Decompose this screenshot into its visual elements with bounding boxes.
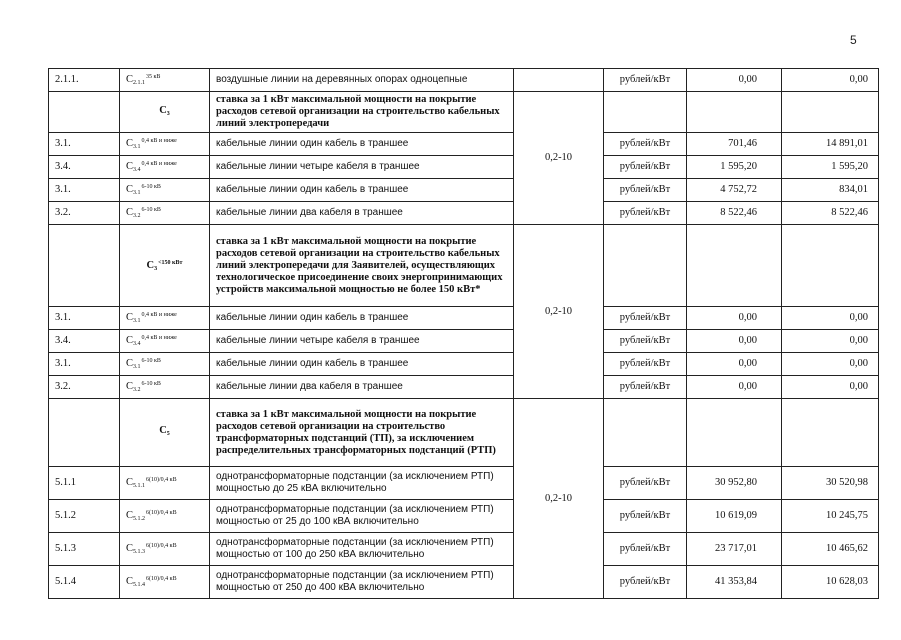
table-row [49,202,879,225]
rate-code-superscript: <150 кВт [158,259,183,266]
rate-code-superscript: 6-10 кВ [141,184,161,190]
rate-code [120,467,210,500]
row-number-empty [49,225,120,307]
section-description: ставка за 1 кВт максимальной мощности на покрытие расходов сетевой организации на строительство трансформаторных подстанций (ТП), за исключением распределительных трансформаторных подстанций (РТП) [210,399,514,467]
rate-code [120,376,210,399]
rate-value-2: 0,00 [782,330,879,353]
rate-value-1: 0,00 [687,376,782,399]
unit-label: рублей/кВт [604,156,687,179]
rate-value-2: 0,00 [782,376,879,399]
rate-code [120,202,210,225]
rate-code-subscript: 5 [166,431,170,437]
unit-label: рублей/кВт [604,533,687,566]
value-empty [687,225,782,307]
rate-code-superscript: 6-10 кВ [141,207,161,213]
unit-label: рублей/кВт [604,133,687,156]
value-empty [782,92,879,133]
unit-empty [604,92,687,133]
row-description: кабельные линии один кабель в траншее [210,179,514,202]
table-row [49,156,879,179]
rate-code-letter: С [126,510,134,521]
rate-value-2: 10 465,62 [782,533,879,566]
rate-code-subscript: 3.4 [133,341,141,347]
rate-value-1: 8 522,46 [687,202,782,225]
row-description: кабельные линии один кабель в траншее [210,353,514,376]
rate-value-1: 23 717,01 [687,533,782,566]
rate-code-subscript: 5.1.1 [133,483,146,489]
rate-code-letter: С [126,381,134,392]
row-description: кабельные линии два кабеля в траншее [210,376,514,399]
rate-code-subscript: 3.4 [133,167,141,173]
rate-code-subscript: 3.2 [133,387,141,393]
section-header-row [49,225,879,307]
rate-code-subscript: 3 [154,265,158,272]
rate-code-superscript: 0,4 кВ и ниже [141,335,177,341]
rate-code-subscript: 5.1.3 [133,549,146,555]
rate-code-letter: С [126,477,134,488]
table-row [49,69,879,92]
row-number: 3.4. [49,156,120,179]
rate-code-letter: С [159,104,167,116]
rate-value-2: 8 522,46 [782,202,879,225]
row-number-empty [49,399,120,467]
rate-code-letter: С [146,259,155,271]
row-number: 5.1.4 [49,566,120,599]
value-empty [687,399,782,467]
voltage-range: 0,2-10 [514,225,604,399]
rate-code-superscript: 6-10 кВ [141,358,161,364]
value-empty [782,225,879,307]
row-description: однотрансформаторные подстанции (за исключением РТП) мощностью от 25 до 100 кВА включительно [210,500,514,533]
unit-label: рублей/кВт [604,566,687,599]
row-number: 3.1. [49,307,120,330]
unit-label: рублей/кВт [604,307,687,330]
rate-code-subscript: 5.1.4 [133,582,146,588]
rate-code-subscript: 5.1.2 [133,516,146,522]
rate-value-1: 0,00 [687,353,782,376]
rate-value-1: 30 952,80 [687,467,782,500]
rate-code-superscript: 6(10)/0,4 кВ [146,576,177,582]
rate-value-2: 30 520,98 [782,467,879,500]
rate-code-letter: С [126,138,134,149]
rate-code-letter: С [126,74,134,85]
page-number: 5 [850,33,857,47]
rate-code-superscript: 0,4 кВ и ниже [141,161,177,167]
row-number: 3.1. [49,179,120,202]
rate-code [120,133,210,156]
rate-value-1: 0,00 [687,307,782,330]
rate-value-2: 0,00 [782,353,879,376]
rate-code-superscript: 6-10 кВ [141,381,161,387]
rate-value-1: 1 595,20 [687,156,782,179]
rate-value-1: 4 752,72 [687,179,782,202]
unit-label: рублей/кВт [604,500,687,533]
rate-code-letter: С [126,576,134,587]
table-row [49,500,879,533]
rate-code-letter: С [126,207,134,218]
row-number: 2.1.1. [49,69,120,92]
unit-label: рублей/кВт [604,179,687,202]
rate-code-letter: С [126,161,134,172]
row-number: 5.1.3 [49,533,120,566]
value-empty [782,399,879,467]
rate-code-header [120,92,210,133]
row-description: однотрансформаторные подстанции (за исключением РТП) мощностью от 250 до 400 кВА включительно [210,566,514,599]
rate-value-1: 701,46 [687,133,782,156]
rate-code [120,353,210,376]
section-header-row [49,92,879,133]
rate-code [120,307,210,330]
row-number-empty [49,92,120,133]
rate-code-superscript: 6(10)/0,4 кВ [146,543,177,549]
rate-code-superscript: 6(10)/0,4 кВ [146,510,177,516]
row-number: 3.1. [49,353,120,376]
rate-code-subscript: 3.1 [133,318,141,324]
row-number: 5.1.1 [49,467,120,500]
section-header-row [49,399,879,467]
rate-value-1: 10 619,09 [687,500,782,533]
rate-code-subscript: 3.1 [133,190,141,196]
row-description: воздушные линии на деревянных опорах одноцепные [210,69,514,92]
rate-value-2: 14 891,01 [782,133,879,156]
row-description: кабельные линии один кабель в траншее [210,307,514,330]
rate-code-letter: С [126,543,134,554]
row-description: кабельные линии два кабеля в траншее [210,202,514,225]
table-row [49,533,879,566]
row-description: кабельные линии один кабель в траншее [210,133,514,156]
rate-code-letter: С [126,184,134,195]
table-row [49,133,879,156]
unit-label: рублей/кВт [604,202,687,225]
row-number: 3.2. [49,376,120,399]
row-number: 3.4. [49,330,120,353]
rate-value-1: 41 353,84 [687,566,782,599]
rate-code-subscript: 3.1 [133,364,141,370]
row-description: однотрансформаторные подстанции (за исключением РТП) мощностью до 25 кВА включительно [210,467,514,500]
rate-code-superscript: 0,4 кВ и ниже [141,138,177,144]
rate-code-subscript: 2.1.1 [133,80,146,86]
value-empty [687,92,782,133]
row-number: 5.1.2 [49,500,120,533]
rate-value-2: 10 245,75 [782,500,879,533]
unit-label: рублей/кВт [604,353,687,376]
rate-code [120,179,210,202]
table-row [49,353,879,376]
rate-code [120,69,210,92]
rate-code-letter: С [126,358,134,369]
tariff-table [48,68,879,599]
table-row [49,307,879,330]
rate-code-subscript: 3.1 [133,144,141,150]
rate-value-2: 0,00 [782,307,879,330]
row-number: 3.1. [49,133,120,156]
rate-code [120,156,210,179]
section-description: ставка за 1 кВт максимальной мощности на покрытие расходов сетевой организации на строительство кабельных линий электропередачи для Заявителей, осуществляющих технологическое присоединение своих энергопринимающих устройств максимальной мощностью не более 150 кВт* [210,225,514,307]
unit-empty [604,225,687,307]
row-description: кабельные линии четыре кабеля в траншее [210,330,514,353]
table-row [49,566,879,599]
unit-label: рублей/кВт [604,69,687,92]
row-description: кабельные линии четыре кабеля в траншее [210,156,514,179]
row-number: 3.2. [49,202,120,225]
unit-label: рублей/кВт [604,330,687,353]
rate-value-1: 0,00 [687,69,782,92]
rate-code-letter: С [159,425,167,436]
voltage-range: 0,2-10 [514,92,604,225]
section-description: ставка за 1 кВт максимальной мощности на покрытие расходов сетевой организации на строительство кабельных линий электропередачи [210,92,514,133]
rate-value-1: 0,00 [687,330,782,353]
voltage-range: 0,2-10 [514,399,604,599]
rate-code-superscript: 0,4 кВ и ниже [141,312,177,318]
rate-code-subscript: 3 [166,110,170,117]
rate-code-header [120,399,210,467]
rate-value-2: 1 595,20 [782,156,879,179]
rate-code-header [120,225,210,307]
rate-code [120,500,210,533]
rate-code [120,330,210,353]
table-row [49,467,879,500]
row-description: однотрансформаторные подстанции (за исключением РТП) мощностью от 100 до 250 кВА включительно [210,533,514,566]
unit-empty [604,399,687,467]
table-row [49,330,879,353]
rate-code-superscript: 6(10)/0,4 кВ [146,477,177,483]
rate-code-subscript: 3.2 [133,213,141,219]
table-row [49,376,879,399]
table-row [49,179,879,202]
unit-label: рублей/кВт [604,467,687,500]
rate-code [120,566,210,599]
rate-code-letter: С [126,312,134,323]
unit-label: рублей/кВт [604,376,687,399]
rate-value-2: 10 628,03 [782,566,879,599]
rate-code-letter: С [126,335,134,346]
rate-value-2: 0,00 [782,69,879,92]
voltage-empty [514,69,604,92]
rate-value-2: 834,01 [782,179,879,202]
rate-code-superscript: 35 кВ [146,74,161,80]
rate-code [120,533,210,566]
